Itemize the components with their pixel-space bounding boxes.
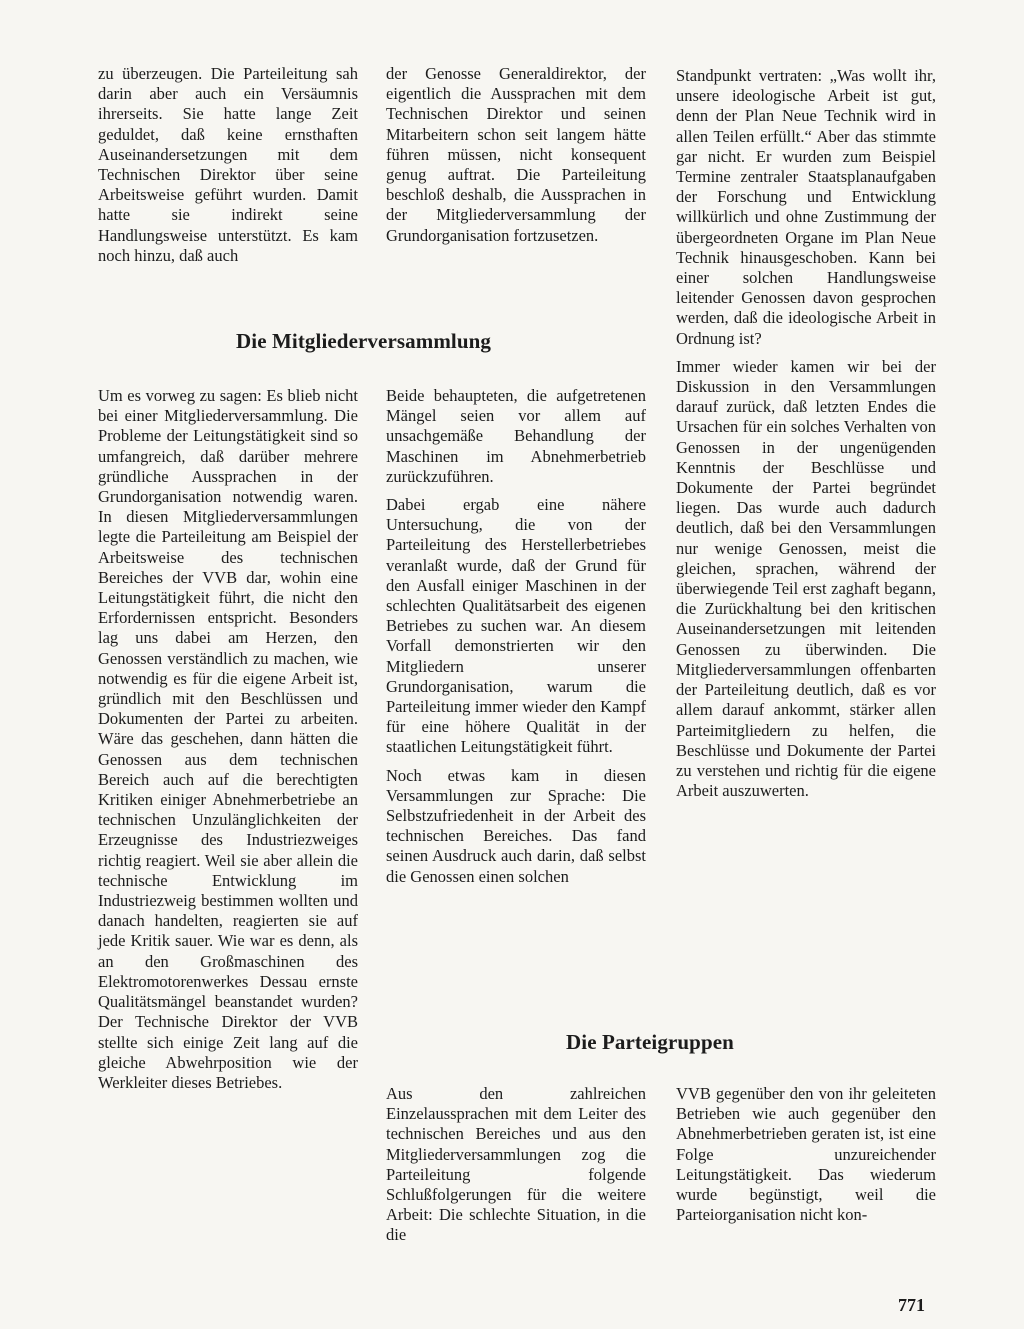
paragraph: Standpunkt vertraten: „Was wollt ihr, unsere ideologische Arbeit ist gut, denn der Plan Neue Technik wird in allen Teilen erfüllt.“ Aber das stimmte gar nicht. Er wurden zum Beispiel Termine zentraler Staatsplanaufgaben der Forschung und Entwicklung willkürlich und ohne Zustimmung der übergeordneten Organe im Plan Neue Technik hinausgeschoben. Kann bei einer solchen Handlungsweise leitender Genossen davon gesprochen werden, daß die ideologische Arbeit in Ordnung ist?: [676, 66, 936, 348]
top-column-2: [386, 64, 646, 246]
paragraph: Um es vorweg zu sagen: Es blieb nicht bei einer Mitgliederversammlung. Die Probleme der Leitungstätigkeit sind so umfangreich, daß darüber mehrere gründliche Aussprachen in der Grundorganisation notwendig waren. In diesen Mitgliederversammlungen legte die Parteileitung am Beispiel der Arbeitsweise des technischen Bereiches der VVB dar, wohin eine Leitungstätigkeit führt, die nicht den Erfordernissen entspricht. Besonders lag uns dabei am Herzen, den Genossen verständlich zu machen, wie notwendig es für die eigene Arbeit ist, gründlich mit den Beschlüssen und Dokumenten der Partei zu arbeiten. Wäre das geschehen, dann hätten die Genossen aus dem technischen Bereich auch auf die berechtigten Kritiken einiger Abnehmerbetriebe an technischen Unzulänglichkeiten der Erzeugnisse des Industriezweiges richtig reagiert. Weil sie aber allein die technische Entwicklung im Industriezweig bestimmen wollten und danach handelten, reagierten sie auf jede Kritik sauer. Wie war es denn, als an den Großmaschinen des Elektromotorenwerkes Dessau ernste Qualitätsmängel beanstandet wurden? Der Technische Direktor der VVB stellte sich einige Zeit lang auf die gleiche Abwehrposition wie der Werkleiter dieses Betriebes.: [98, 386, 358, 1092]
paragraph: Aus den zahlreichen Einzelaussprachen mit dem Leiter des technischen Bereiches und aus den Mitgliederversammlungen zog die Parteileitung folgende Schlußfolgerungen für die weitere Arbeit: Die schlechte Situation, in die die: [386, 1084, 646, 1245]
section-heading-mitgliederversammlung: Die Mitgliederversammlung: [236, 329, 492, 353]
page-number: 771: [898, 1295, 925, 1315]
section1-column-3: [676, 66, 936, 801]
paragraph: VVB gegenüber den von ihr geleiteten Betrieben wie auch gegenüber den Abnehmerbetrieben geraten ist, ist eine Folge unzureichender Leitungstätigkeit. Das wiederum wurde begünstigt, weil die Parteiorganisation nicht kon-: [676, 1084, 936, 1225]
paragraph: Noch etwas kam in diesen Versammlungen zur Sprache: Die Selbstzufriedenheit in der Arbeit des technischen Bereiches. Das fand seinen Ausdruck auch darin, daß selbst die Genossen einen solchen: [386, 765, 646, 886]
paragraph: Dabei ergab eine nähere Untersuchung, die von der Parteileitung des Herstellerbetriebes veranlaßt wurde, daß der Grund für den Ausfall einiger Maschinen in der schlechten Qualitätsarbeit des eigenen Betriebes zu suchen war. An diesem Vorfall demonstrierten wir den Mitgliedern unserer Grundorganisation, warum die Parteileitung immer wieder den Kampf für eine höhere Qualität in der staatlichen Leitungstätigkeit führt.: [386, 495, 646, 757]
section1-column-2: [386, 386, 646, 887]
paragraph: Immer wieder kamen wir bei der Diskussion in den Versammlungen darauf zurück, daß letzten Endes die Ursachen für ein solches Verhalten von Genossen in der ungenügenden Kenntnis der Beschlüsse und Dokumente der Partei begründet liegen. Das wurde auch dadurch deutlich, daß bei den Versammlungen nur wenige Genossen, meist die gleichen, sprachen, während der überwiegende Teil erst zaghaft begann, die Zurückhaltung bei den kritischen Auseinandersetzungen mit leitenden Genossen zu überwinden. Die Mitgliederversammlungen offenbarten der Parteileitung deutlich, daß es vor allem darauf ankommt, stärker allen Parteimitgliedern zu helfen, die Beschlüsse und Dokumente der Partei zu verstehen und richtig für die eigene Arbeit auszuwerten.: [676, 356, 936, 801]
paragraph: der Genosse Generaldirektor, der eigentlich die Aussprachen mit dem Technischen Direktor und seinen Mitarbeitern schon seit langem hätte führen müssen, nicht konsequent genug auftrat. Die Parteileitung beschloß deshalb, die Aussprachen in der Mitgliederversammlung der Grundorganisation fortzusetzen.: [386, 64, 646, 245]
section2-column-2: [386, 1084, 646, 1246]
section1-column-1: [98, 386, 358, 1093]
section-heading-parteigruppen: Die Parteigruppen: [566, 1030, 734, 1054]
paragraph: Beide behaupteten, die aufgetretenen Mängel seien vor allem auf unsachgemäße Behandlung der Maschinen im Abnehmerbetrieb zurückzuführen.: [386, 386, 646, 486]
paragraph: zu überzeugen. Die Parteileitung sah darin aber auch ein Versäumnis ihrerseits. Sie hatte lange Zeit geduldet, daß keine ernsthaften Auseinandersetzungen mit dem Technischen Direktor über seine Arbeitsweise geführt wurden. Damit hatte sie indirekt seine Handlungsweise unterstützt. Es kam noch hinzu, daß auch: [98, 64, 358, 265]
section2-column-3: [676, 1084, 936, 1225]
top-column-1: [98, 64, 358, 266]
